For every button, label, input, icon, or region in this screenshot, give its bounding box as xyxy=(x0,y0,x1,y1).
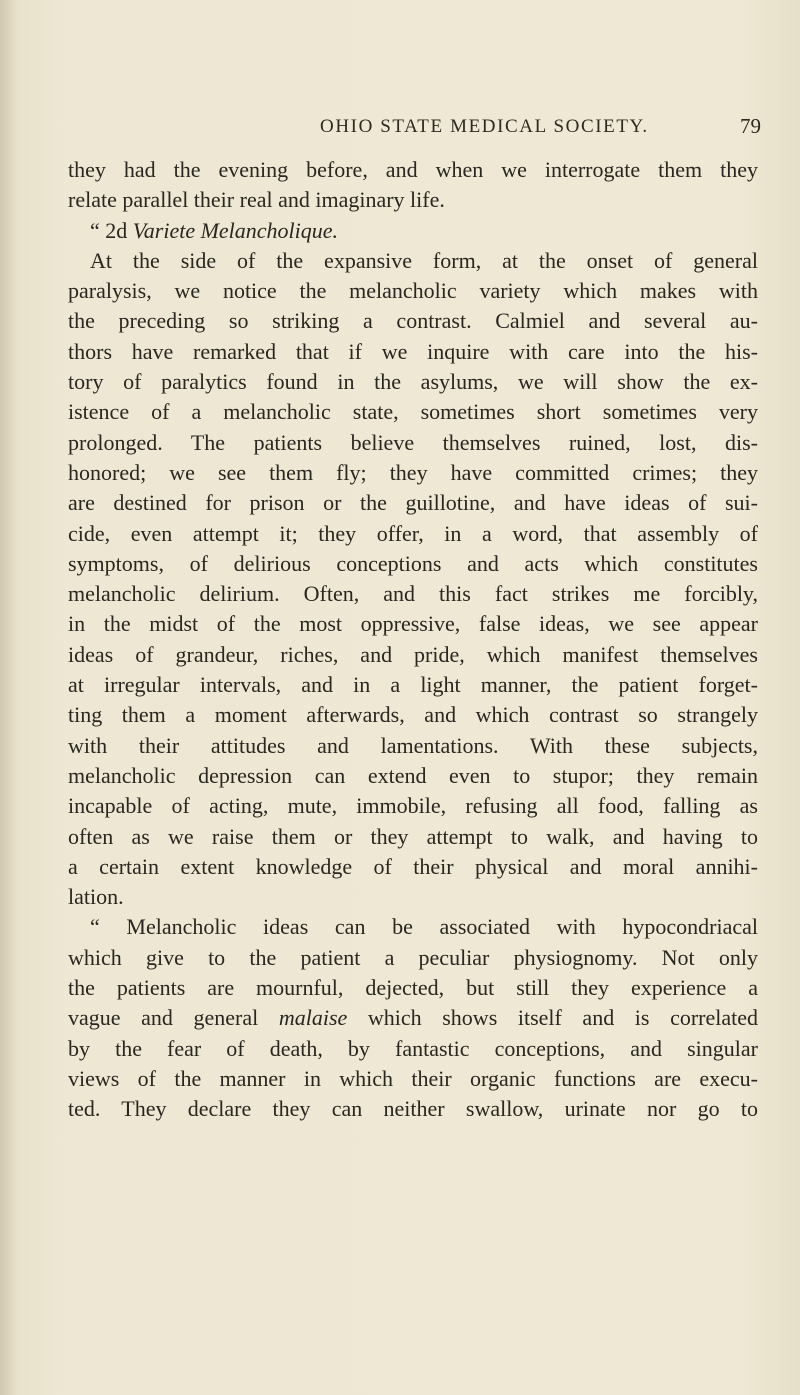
italic-term: malaise xyxy=(278,1005,348,1031)
text-line: symptoms, of delirious conceptions and acts which constitutes xyxy=(68,550,758,576)
section-heading-title: Variete Melancholique. xyxy=(132,217,339,243)
running-head: OHIO STATE MEDICAL SOCIETY. xyxy=(320,116,649,137)
page-gutter-shadow xyxy=(0,0,14,1395)
text-line: istence of a melancholic state, sometimes short sometimes very xyxy=(68,399,758,425)
text-line: by the fear of death, by fantastic conceptions, and singular xyxy=(68,1035,758,1061)
text-line: melancholic depression can extend even to stupor; they remain xyxy=(68,762,758,788)
text-line: ted. They declare they can neither swallow, urinate nor go to xyxy=(68,1096,758,1122)
section-heading xyxy=(68,216,758,246)
text-line: paralysis, we notice the melancholic variety which makes with xyxy=(68,278,758,304)
text-line: At the side of the expansive form, at the onset of general xyxy=(90,247,758,273)
text-line: at irregular intervals, and in a light manner, the patient forget- xyxy=(68,672,758,698)
text-line xyxy=(68,1003,758,1033)
text-line: with their attitudes and lamentations. With these subjects, xyxy=(68,732,758,758)
text-line: views of the manner in which their organic functions are execu- xyxy=(68,1065,758,1091)
text-line: which give to the patient a peculiar physiognomy. Not only xyxy=(68,944,758,970)
section-heading-number: “ 2d xyxy=(90,217,133,243)
text-line: they had the evening before, and when we interrogate them they xyxy=(68,157,758,182)
text-line: cide, even attempt it; they offer, in a word, that assembly of xyxy=(68,520,758,546)
text-line: melancholic delirium. Often, and this fact strikes me forcibly, xyxy=(68,581,758,607)
text-line: in the midst of the most oppressive, false ideas, we see appear xyxy=(68,611,758,637)
text-line: the patients are mournful, dejected, but still they experience a xyxy=(68,975,758,1001)
page-header xyxy=(320,116,760,146)
text-line: often as we raise them or they attempt to walk, and having to xyxy=(68,823,758,849)
text-line: lation. xyxy=(68,884,124,910)
text-line: tory of paralytics found in the asylums, we will show the ex- xyxy=(68,369,758,395)
text-line: are destined for prison or the guillotine, and have ideas of sui- xyxy=(68,490,758,516)
text-line: thors have remarked that if we inquire with care into the his- xyxy=(68,338,758,364)
text-span: vague and general xyxy=(68,1005,279,1031)
text-line: ting them a moment afterwards, and which contrast so strangely xyxy=(68,702,758,728)
body-text xyxy=(68,155,758,1125)
page-number: 79 xyxy=(740,114,761,138)
text-line: a certain extent knowledge of their physical and moral annihi- xyxy=(68,853,758,879)
text-line: “ Melancholic ideas can be associated with hypocondriacal xyxy=(90,914,758,940)
text-line: ideas of grandeur, riches, and pride, which manifest themselves xyxy=(68,641,758,667)
text-span: which shows itself and is correlated xyxy=(347,1005,759,1031)
text-line: relate parallel their real and imaginary life. xyxy=(68,187,445,213)
text-line: prolonged. The patients believe themselves ruined, lost, dis- xyxy=(68,429,758,455)
text-line: honored; we see them fly; they have committed crimes; they xyxy=(68,459,758,485)
text-line: incapable of acting, mute, immobile, refusing all food, falling as xyxy=(68,793,758,819)
text-line: the preceding so striking a contrast. Calmiel and several au- xyxy=(68,308,758,334)
